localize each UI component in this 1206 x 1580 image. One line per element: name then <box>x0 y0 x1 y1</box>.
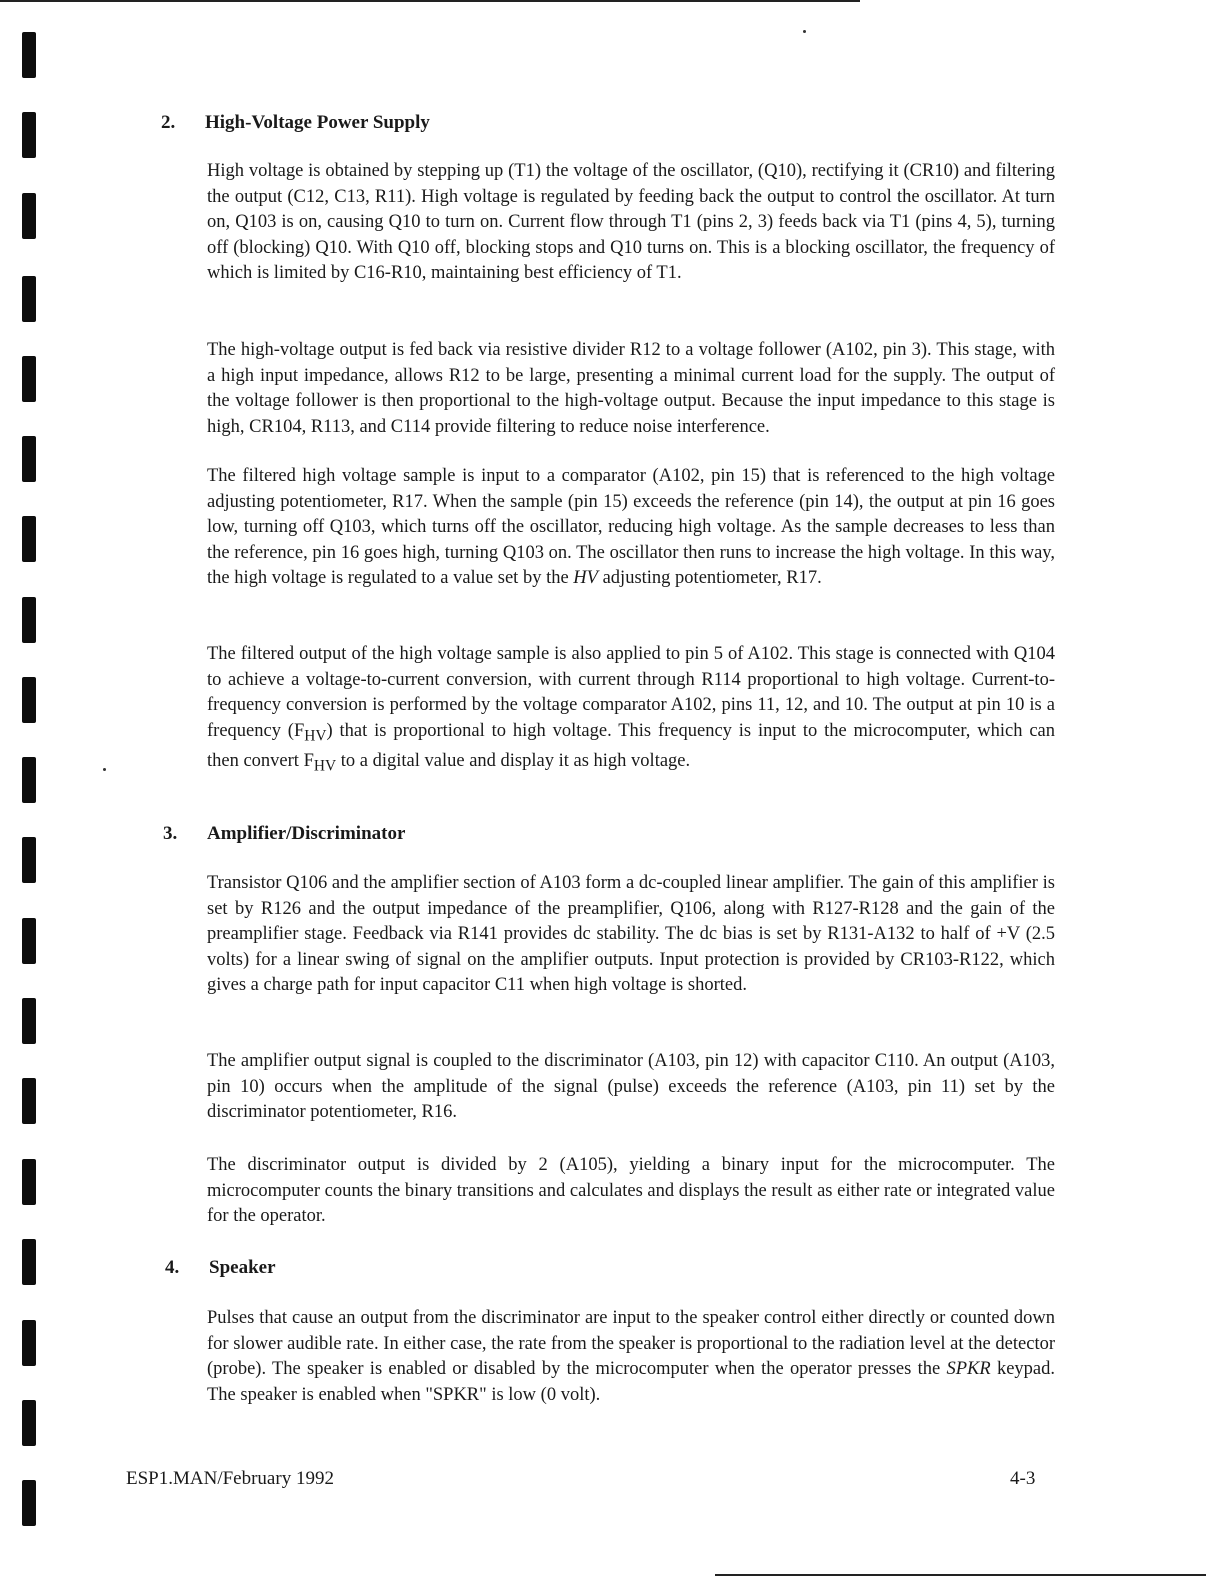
section-heading-speaker <box>165 1257 276 1279</box>
section-heading-amplifier-discriminator <box>163 823 405 845</box>
paragraph: The high-voltage output is fed back via resistive divider R12 to a voltage follower (A102, pin 3). This stage, with a high input impedance, allows R12 to be large, presenting a minimal current load for the supply. The output of the voltage follower is then proportional to the high-voltage output. Because the input impedance to this stage is high, CR104, R113, and C114 provide filtering to reduce noise interference. <box>207 340 1055 437</box>
binder-mark <box>22 837 36 883</box>
section-title: Amplifier/Discriminator <box>207 823 406 844</box>
subscript: HV <box>313 757 337 775</box>
paragraph: The amplifier output signal is coupled to the discriminator (A103, pin 12) with capacitor C110. An output (A103, pin 10) occurs when the amplitude of the signal (pulse) exceeds the reference (A103, pin 11) set by the discriminator potentiometer, R16. <box>207 1051 1055 1123</box>
paragraph <box>207 642 1055 779</box>
paragraph-text: Pulses that cause an output from the discriminator are input to the speaker control either directly or counted down for slower audible rate. In either case, the rate from the speaker is proportional to the radiation level at the detector (probe). The speaker is enabled or disabled by the microcomputer when the operator presses the <box>207 1308 1055 1380</box>
binder-mark <box>22 757 36 803</box>
emphasized-term: SPKR <box>946 1359 991 1380</box>
paragraph-text: ) that is proportional to high voltage. This frequency is input to the microcomputer, which can then convert F <box>207 720 1056 772</box>
binder-mark <box>22 597 36 643</box>
footer-page-number: 4-3 <box>1010 1468 1036 1489</box>
binder-mark <box>22 32 36 78</box>
subscript: HV <box>304 727 327 745</box>
scan-speck <box>103 768 106 771</box>
binder-mark <box>22 1480 36 1526</box>
paragraph: Transistor Q106 and the amplifier section of A103 form a dc-coupled linear amplifier. The gain of this amplifier is set by R126 and the output impedance of the preamplifier, Q106, along with R127-R128 and the gain of the preamplifier stage. Feedback via R141 provides dc stability. The dc bias is set by R131-A132 to half of +V (2.5 volts) for a linear swing of signal on the amplifier outputs. Input protection is provided by CR103-R122, which gives a charge path for input capacitor C11 when high voltage is shorted. <box>207 873 1055 996</box>
binder-mark <box>22 356 36 402</box>
binder-mark <box>22 193 36 239</box>
binder-mark <box>22 436 36 482</box>
paragraph <box>207 464 1055 592</box>
top-edge-rule <box>0 0 860 2</box>
binder-mark <box>22 1320 36 1366</box>
binder-mark <box>22 677 36 723</box>
paragraph-text: The filtered high voltage sample is input to a comparator (A102, pin 15) that is referenced to the high voltage adjusting potentiometer, R17. When the sample (pin 15) exceeds the reference (pin 14), the output at pin 16 goes low, turning off Q103, which turns off the oscillator, reducing high voltage. As the sample decreases to less than the reference, pin 16 goes high, turning Q103 on. The oscillator then runs to increase the high voltage. In this way, the high voltage is regulated to a value set by the <box>207 466 1055 589</box>
binder-mark <box>22 1078 36 1124</box>
section-number: 3. <box>163 823 178 844</box>
section-number: 4. <box>165 1257 180 1278</box>
section-title: High-Voltage Power Supply <box>205 112 430 133</box>
section-number: 2. <box>161 112 176 133</box>
binder-mark <box>22 1239 36 1285</box>
paragraph <box>207 1306 1055 1408</box>
binder-mark <box>22 112 36 158</box>
paragraph-text: adjusting potentiometer, R17. <box>597 568 822 589</box>
section-heading-high-voltage-power-supply <box>161 112 430 134</box>
binder-mark <box>22 1400 36 1446</box>
paragraph: The discriminator output is divided by 2 (A105), yielding a binary input for the microcomputer. The microcomputer counts the binary transitions and calculates and displays the result as either rate or integrated value for the operator. <box>207 1155 1055 1227</box>
paragraph-text: The filtered output of the high voltage sample is also applied to pin 5 of A102. This stage is connected with Q104 to achieve a voltage-to-current conversion, with current through R114 proportional to high voltage. Current-to-frequency conversion is performed by the voltage comparator A102, pins 11, 12, and 10. The output at pin 10 is a frequency (F <box>207 644 1055 741</box>
section-title: Speaker <box>209 1257 276 1278</box>
paragraph-text: to a digital value and display it as high voltage. <box>336 751 691 772</box>
paragraph: High voltage is obtained by stepping up (T1) the voltage of the oscillator, (Q10), rectifying it (CR10) and filtering the output (C12, C13, R11). High voltage is regulated by feeding back the output to control the oscillator. At turn on, Q103 is on, causing Q10 to turn on. Current flow through T1 (pins 2, 3) feeds back via T1 (pins 4, 5), turning off (blocking) Q10. With Q10 off, blocking stops and Q10 turns on. This is a blocking oscillator, the frequency of which is limited by C16-R10, maintaining best efficiency of T1. <box>207 161 1055 284</box>
binder-mark <box>22 918 36 964</box>
bottom-edge-rule <box>715 1574 1206 1576</box>
binder-mark <box>22 1159 36 1205</box>
binder-mark <box>22 998 36 1044</box>
binder-mark <box>22 516 36 562</box>
binder-mark <box>22 276 36 322</box>
scan-speck <box>803 30 806 33</box>
emphasized-term: HV <box>573 568 598 589</box>
footer-document-id: ESP1.MAN/February 1992 <box>126 1468 334 1489</box>
paragraph-text: keypad. The speaker is enabled when "SPKR" is low (0 volt). <box>207 1359 1055 1405</box>
